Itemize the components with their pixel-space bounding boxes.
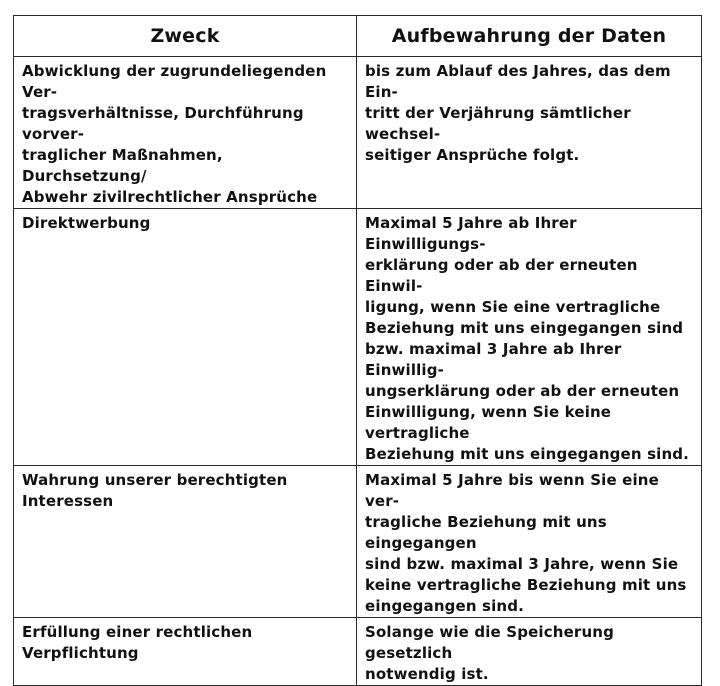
table-row (14, 466, 702, 618)
header-retention: Aufbewahrung der Daten (357, 16, 702, 57)
retention-cell: bis zum Ablauf des Jahres, das dem Ein- tritt der Verjährung sämtlicher wechsel- seitiger Ansprüche folgt. (357, 57, 702, 209)
purpose-cell: Wahrung unserer berechtigten Interessen (14, 466, 357, 618)
retention-table (13, 15, 702, 686)
purpose-cell: Abwicklung der zugrundeliegenden Ver- tragsverhältnisse, Durchführung vorver- traglicher Maßnahmen, Durchsetzung/ Abwehr zivilrechtlicher Ansprüche (14, 57, 357, 209)
purpose-cell: Direktwerbung (14, 209, 357, 466)
table-row (14, 209, 702, 466)
table-row (14, 618, 702, 686)
table-row (14, 57, 702, 209)
retention-cell: Solange wie die Speicherung gesetzlich notwendig ist. (357, 618, 702, 686)
retention-cell: Maximal 5 Jahre bis wenn Sie eine ver- tragliche Beziehung mit uns eingegangen sind bzw. maximal 3 Jahre, wenn Sie keine vertragliche Beziehung mit uns eingegangen sind. (357, 466, 702, 618)
purpose-cell: Erfüllung einer rechtlichen Verpflichtung (14, 618, 357, 686)
header-purpose: Zweck (14, 16, 357, 57)
table-header-row (14, 16, 702, 57)
retention-cell: Maximal 5 Jahre ab Ihrer Einwilligungs- erklärung oder ab der erneuten Einwil- ligung, wenn Sie eine vertragliche Beziehung mit uns eingegangen sind bzw. maximal 3 Jahre ab Ihrer Einwillig- ungserklärung oder ab der erneuten Einwilligung, wenn Sie keine vertragliche Beziehung mit uns eingegangen sind. (357, 209, 702, 466)
